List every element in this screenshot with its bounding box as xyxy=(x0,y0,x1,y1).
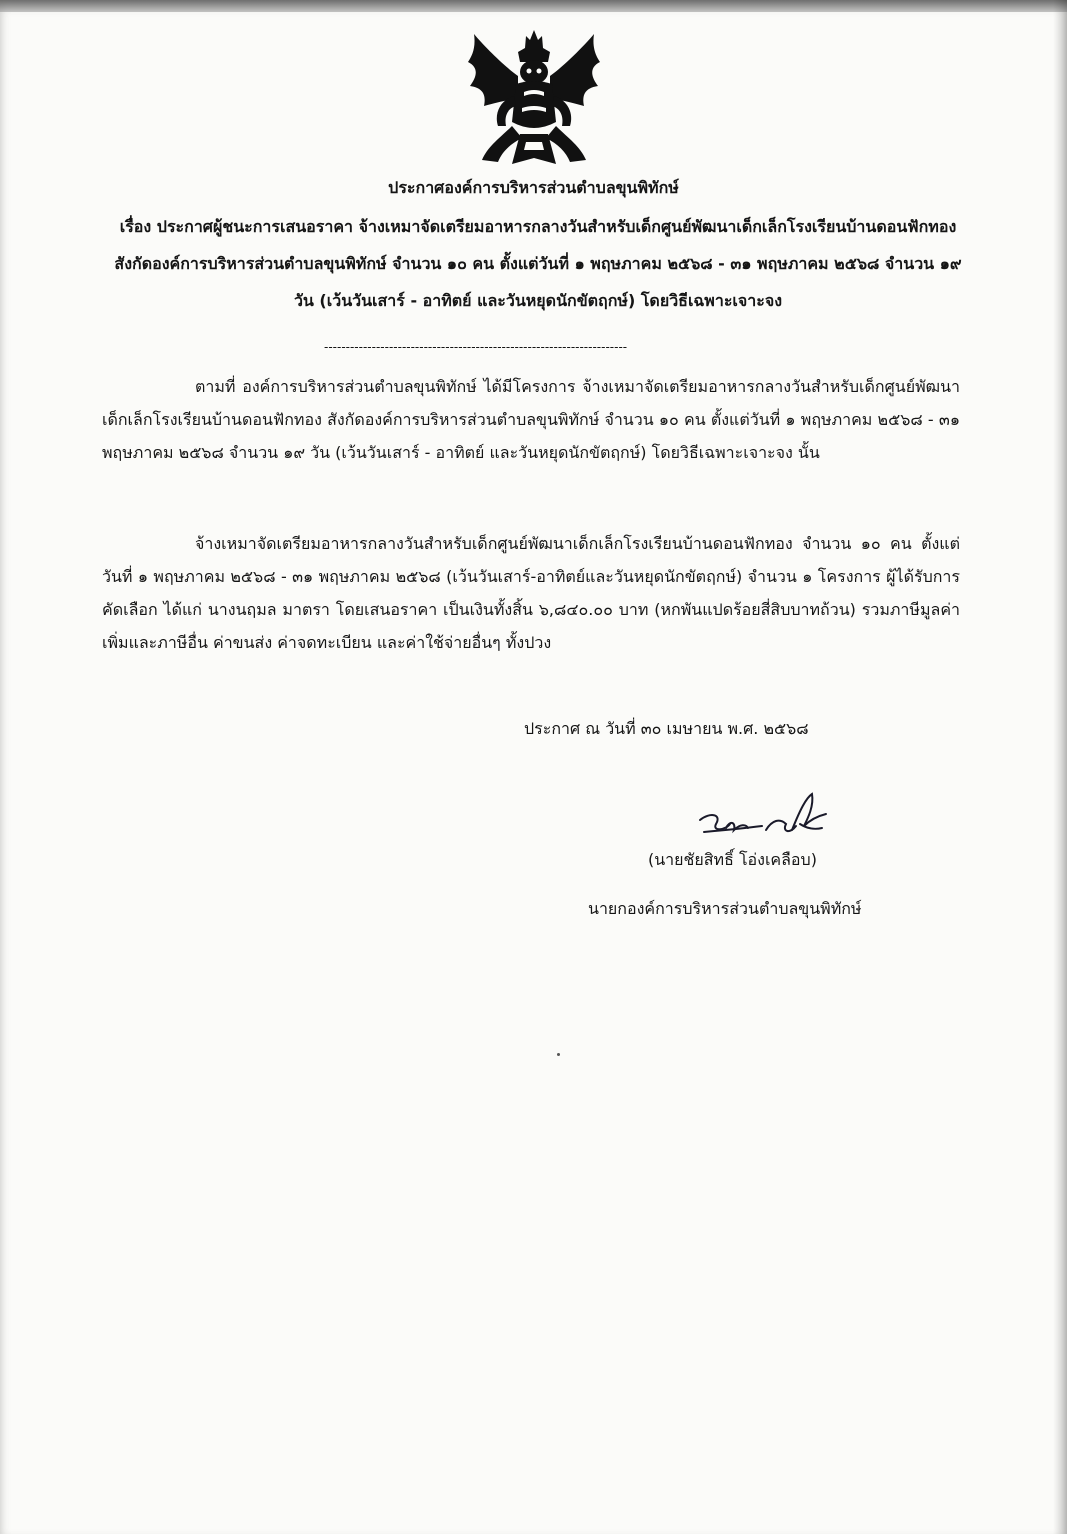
document-title: ประกาศองค์การบริหารส่วนตำบลขุนพิทักษ์ xyxy=(388,178,679,197)
body-paragraph-1: ตามที่ องค์การบริหารส่วนตำบลขุนพิทักษ์ ได้มีโครงการ จ้างเหมาจัดเตรียมอาหารกลางวันสำหรับเด็กศูนย์พัฒนาเด็กเล็กโรงเรียนบ้านดอนฟักทอง สังกัดองค์การบริหารส่วนตำบลขุนพิทักษ์ จำนวน ๑๐ คน ตั้งแต่วันที่ ๑ พฤษภาคม ๒๕๖๘ - ๓๑ พฤษภาคม ๒๕๖๘ จำนวน ๑๙ วัน (เว้นวันเสาร์ - อาทิตย์ และวันหยุดนักขัตฤกษ์) โดยวิธีเฉพาะเจาะจง นั้น xyxy=(102,377,960,462)
handwritten-signature-icon xyxy=(696,790,836,850)
announcement-date: ประกาศ ณ วันที่ ๓๐ เมษายน พ.ศ. ๒๕๖๘ xyxy=(524,719,809,738)
body-paragraph-2: จ้างเหมาจัดเตรียมอาหารกลางวันสำหรับเด็กศูนย์พัฒนาเด็กเล็กโรงเรียนบ้านดอนฟักทอง จำนวน ๑๐ คน ตั้งแต่วันที่ ๑ พฤษภาคม ๒๕๖๘ - ๓๑ พฤษภาคม ๒๕๖๘ (เว้นวันเสาร์-อาทิตย์และวันหยุดนักขัตฤกษ์) จำนวน ๑ โครงการ ผู้ได้รับการคัดเลือก ได้แก่ นางนฤมล มาตรา โดยเสนอราคา เป็นเงินทั้งสิ้น ๖,๘๔๐.๐๐ บาท (หกพันแปดร้อยสี่สิบบาทถ้วน) รวมภาษีมูลค่าเพิ่มและภาษีอื่น ค่าขนส่ง ค่าจดทะเบียน และค่าใช้จ่ายอื่นๆ ทั้งปวง xyxy=(102,534,960,652)
scan-speck xyxy=(557,1053,560,1056)
scan-right-edge xyxy=(1053,0,1067,1534)
garuda-emblem-icon xyxy=(464,26,604,176)
document-subject: เรื่อง ประกาศผู้ชนะการเสนอราคา จ้างเหมาจัดเตรียมอาหารกลางวันสำหรับเด็กศูนย์พัฒนาเด็กเล็กโรงเรียนบ้านดอนฟักทอง สังกัดองค์การบริหารส่วนตำบลขุนพิทักษ์ จำนวน ๑๐ คน ตั้งแต่วันที่ ๑ พฤษภาคม ๒๕๖๘ - ๓๑ พฤษภาคม ๒๕๖๘ จำนวน ๑๙ วัน (เว้นวันเสาร์ - อาทิตย์ และวันหยุดนักขัตฤกษ์) โดยวิธีเฉพาะเจาะจง xyxy=(114,217,962,310)
title-separator: ---------------------------------------------------------------------- xyxy=(324,340,628,354)
signer-position: นายกองค์การบริหารส่วนตำบลขุนพิทักษ์ xyxy=(588,899,862,918)
scan-top-shadow xyxy=(0,0,1067,12)
signer-name: (นายชัยสิทธิ์ โอ่งเคลือบ) xyxy=(648,850,817,869)
